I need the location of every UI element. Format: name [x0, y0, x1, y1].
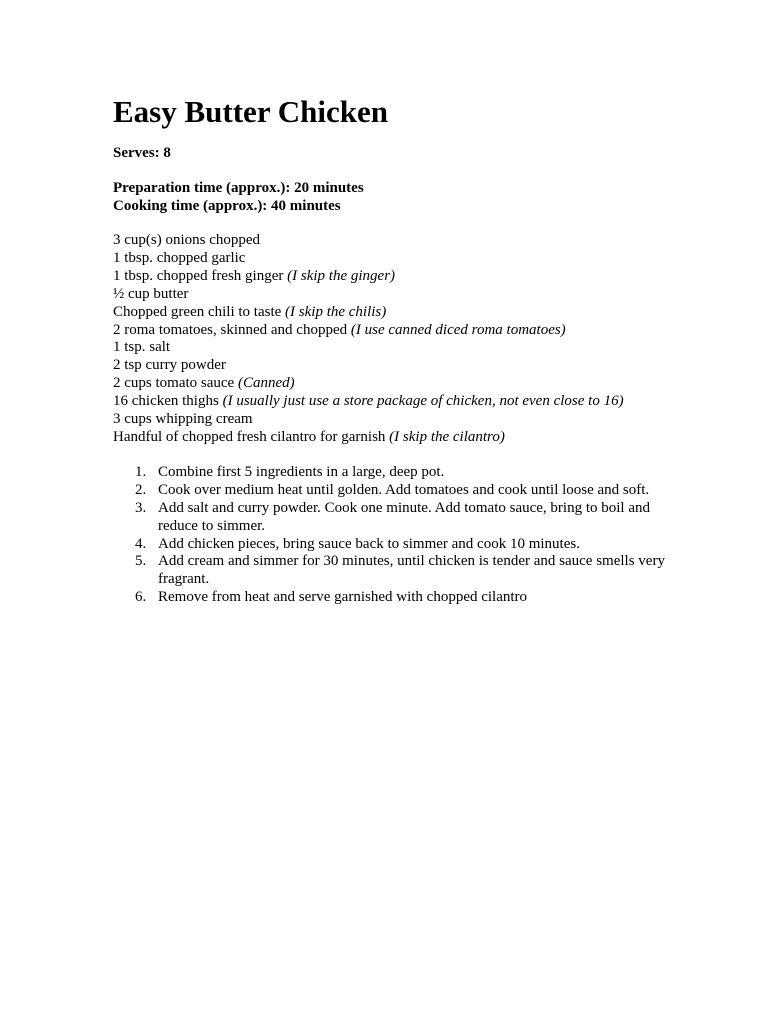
instruction-step [135, 535, 673, 554]
step-number: 1. [135, 463, 147, 480]
ingredient-text: 2 tsp curry powder [113, 357, 226, 374]
ingredient-note: (I skip the cilantro) [389, 428, 505, 445]
serves-line: Serves: 8 [113, 145, 171, 161]
ingredient-note: (I use canned diced roma tomatoes) [350, 321, 566, 338]
step-text: Add chicken pieces, bring sauce back to simmer and cook 10 minutes. [158, 535, 580, 552]
ingredient-item [113, 250, 673, 268]
cook-time-line: Cooking time (approx.): 40 minutes [113, 198, 341, 214]
ingredient-note: (Canned) [237, 375, 295, 392]
instruction-step [135, 481, 673, 500]
instruction-list [113, 464, 673, 607]
step-text: Combine first 5 ingredients in a large, deep pot. [158, 463, 445, 480]
ingredient-text: Handful of chopped fresh cilantro for garnish [113, 428, 390, 445]
time-block [113, 179, 673, 215]
ingredient-text: 3 cups whipping cream [113, 411, 253, 428]
step-number: 4. [135, 535, 147, 552]
step-text: Add cream and simmer for 30 minutes, until chicken is tender and sauce smells very fragrant. [158, 553, 665, 588]
ingredient-note: (I skip the ginger) [287, 267, 396, 284]
ingredient-text: 3 cup(s) onions chopped [113, 232, 261, 248]
instruction-step [135, 463, 673, 482]
ingredient-text: 1 tsp. salt [113, 339, 171, 356]
ingredient-text: ½ cup butter [113, 285, 189, 302]
ingredient-item [113, 411, 673, 429]
prep-time-line: Preparation time (approx.): 20 minutes [113, 180, 364, 196]
ingredient-text: 2 cups tomato sauce [113, 375, 238, 392]
ingredient-item [113, 268, 673, 286]
ingredient-item [113, 357, 673, 375]
ingredient-item [113, 429, 673, 447]
ingredient-text: Chopped green chili to taste [113, 303, 286, 320]
ingredient-item [113, 339, 673, 357]
step-text: Remove from heat and serve garnished with chopped cilantro [158, 589, 528, 606]
ingredient-text: 1 tbsp. chopped fresh ginger [113, 267, 288, 284]
step-number: 2. [135, 481, 147, 498]
step-number: 3. [135, 499, 147, 516]
ingredient-text: 2 roma tomatoes, skinned and chopped [113, 321, 351, 338]
step-text: Add salt and curry powder. Cook one minute. Add tomato sauce, bring to boil and reduce to simmer. [158, 499, 650, 534]
ingredient-list [113, 232, 673, 447]
instruction-step [135, 589, 673, 607]
ingredient-item [113, 286, 673, 304]
step-text: Cook over medium heat until golden. Add tomatoes and cook until loose and soft. [158, 481, 650, 498]
recipe-title: Easy Butter Chicken [113, 94, 389, 129]
step-number: 5. [135, 553, 147, 570]
instruction-step [135, 553, 673, 589]
ingredient-item [113, 375, 673, 393]
ingredient-item [113, 304, 673, 322]
step-number: 6. [135, 589, 147, 606]
instruction-step [135, 499, 673, 536]
ingredient-note: (I usually just use a store package of chicken, not even close to 16) [222, 393, 624, 410]
ingredient-item [113, 393, 673, 411]
recipe-document [113, 92, 673, 607]
ingredient-item [113, 322, 673, 340]
ingredient-text: 1 tbsp. chopped garlic [113, 249, 246, 266]
ingredient-item [113, 232, 673, 250]
ingredient-note: (I skip the chilis) [285, 303, 387, 320]
ingredient-text: 16 chicken thighs [113, 393, 223, 410]
